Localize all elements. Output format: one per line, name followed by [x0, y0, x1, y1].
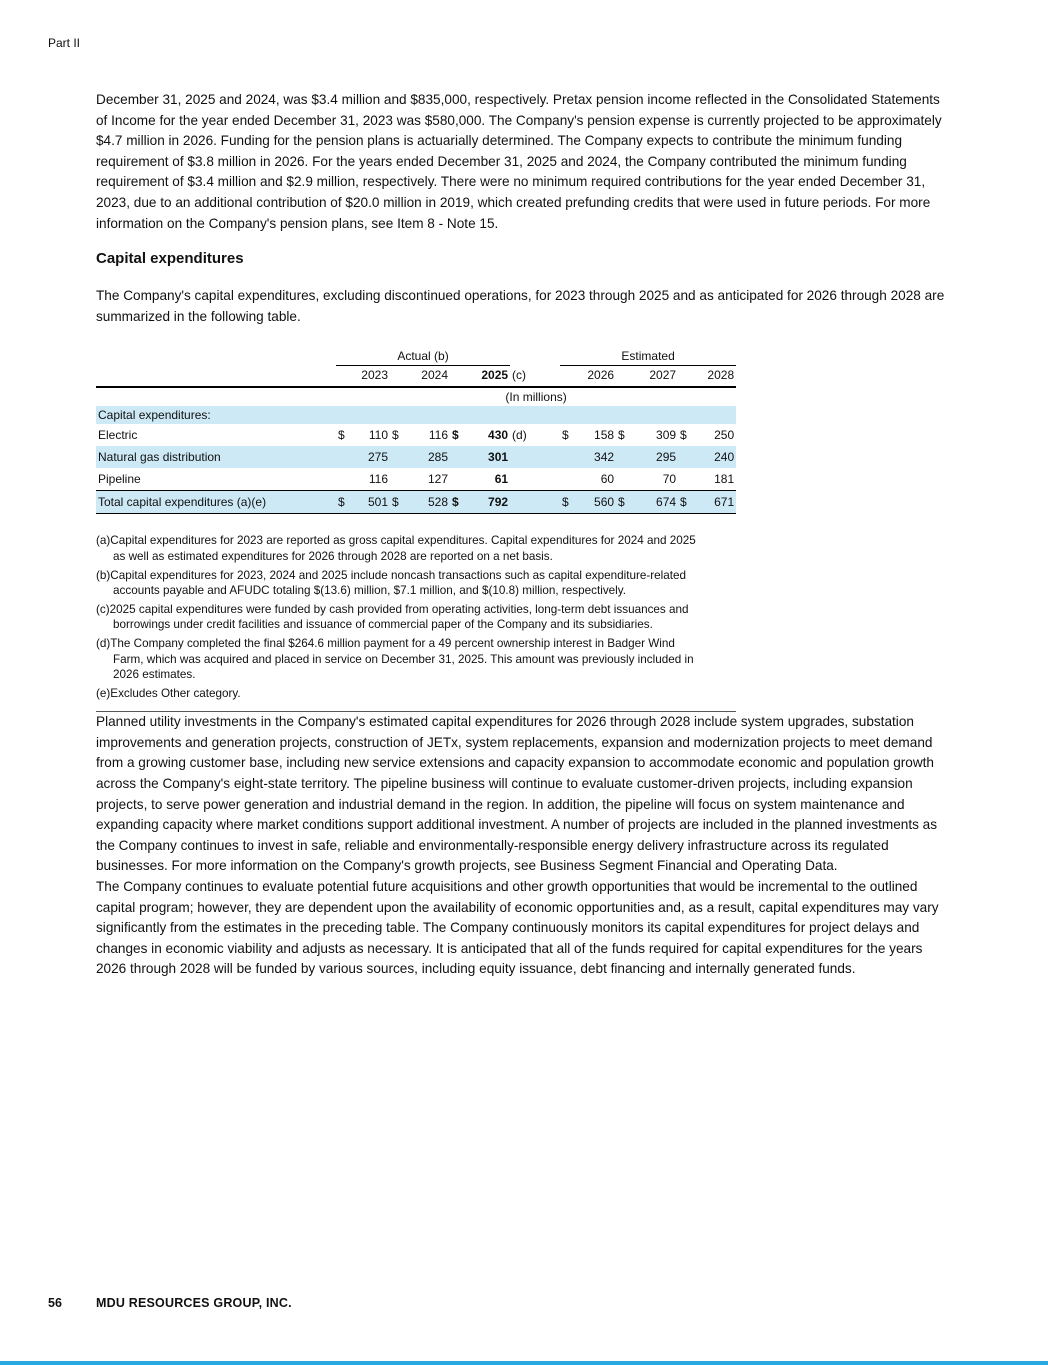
row-label: Electric: [98, 428, 138, 443]
dollar-sign: $: [616, 491, 636, 514]
dollar-sign: $: [450, 491, 470, 514]
bottom-accent-bar: [0, 1361, 1048, 1365]
value-2026: 560: [574, 491, 616, 514]
footnote-marker: (d): [96, 636, 111, 650]
footnote-d: [96, 636, 696, 683]
value-2028: 250: [714, 428, 735, 443]
footnote-b: [96, 568, 696, 599]
spacer-cell: [538, 424, 560, 446]
dollar-sign: [336, 468, 350, 491]
dollar-sign: [616, 468, 636, 491]
dollar-sign: $: [618, 428, 625, 443]
spacer-cell: [538, 468, 560, 491]
spacer-cell: [96, 347, 336, 366]
value-2023: 116: [368, 472, 388, 487]
value-2023: 501: [350, 491, 390, 514]
footnote-text: 2025 capital expenditures were funded by cash provided from operating activities, long-term debt issuances and borrowings under credit facilities and issuance of commercial paper of the Company and its subsidiaries.: [109, 602, 689, 632]
value-2028: 671: [698, 491, 736, 514]
dollar-sign: $: [336, 491, 350, 514]
part-label: Part II: [48, 36, 81, 50]
table-row-electric: [96, 424, 736, 446]
page-number: 56: [48, 1296, 62, 1310]
pension-paragraph: December 31, 2025 and 2024, was $3.4 million and $835,000, respectively. Pretax pension income reflected in the Consolidated Statements of Income for the year ended December 31, 2023 was $580,000. The Company's pension expense is currently projected to be approximately $4.7 million in 2026. Funding for the pension plans is actuarially determined. The Company expects to contribute the minimum funding requirement of $3.8 million in 2026. For the years ended December 31, 2025 and 2024, the Company contributed the minimum funding requirement of $3.4 million and $2.9 million, respectively. There were no minimum required contributions for the year ended December 31, 2023, due to an additional contribution of $20.0 million in 2019, which created prefunding credits that were used in future periods. For more information on the Company's pension plans, see Item 8 - Note 15.: [96, 92, 942, 231]
dollar-sign: $: [678, 491, 698, 514]
footnote-marker: (e): [96, 686, 111, 700]
estimated-group-header: Estimated: [560, 347, 736, 366]
company-name: MDU RESOURCES GROUP, INC.: [96, 1296, 292, 1310]
value-2026: 60: [600, 472, 615, 487]
value-2026: 158: [594, 428, 615, 443]
spacer-cell: [510, 468, 538, 491]
dollar-sign: $: [452, 428, 459, 443]
row-label: Pipeline: [98, 472, 141, 487]
spacer-cell: [538, 446, 560, 468]
spacer-cell: [538, 347, 560, 366]
year-2024-header: 2024: [390, 366, 450, 388]
footnote-c-ref: (c): [510, 366, 538, 388]
footnote-text: The Company completed the final $264.6 million payment for a 49 percent ownership interest in Badger Wind Farm, which was acquired and placed in service on December 31, 2025. This amount was previously included in 2026 estimates.: [110, 636, 694, 682]
dollar-sign: $: [390, 491, 410, 514]
year-2023-header: 2023: [336, 366, 390, 388]
value-2025: 792: [470, 491, 510, 514]
dollar-sign: [560, 468, 574, 491]
future-acquisitions-paragraph: The Company continues to evaluate potential future acquisitions and other growth opportunities that would be incremental to the outlined capital program; however, they are dependent upon the availability of economic opportunities and, as a result, capital expenditures may vary significantly from the estimates in the preceding table. The Company continuously monitors its capital expenditures for project delays and changes in economic viability and adjusts as necessary. It is anticipated that all of the funds required for capital expenditures for the years 2026 through 2028 will be funded by various sources, including equity issuance, debt financing and internally generated funds.: [96, 879, 939, 977]
value-2028: 240: [698, 446, 736, 468]
footnote-marker: (a): [96, 534, 111, 548]
footnote-text: Excludes Other category.: [110, 686, 241, 700]
year-2026-header: 2026: [560, 366, 616, 388]
spacer-cell: [96, 387, 336, 406]
dollar-sign: [678, 468, 698, 491]
footnote-d-ref: (d): [512, 428, 527, 443]
year-2027-header: 2027: [616, 366, 678, 388]
footnote-marker: (b): [96, 568, 111, 582]
footnote-marker: (c): [96, 602, 110, 616]
group-header-row: [96, 347, 736, 366]
value-2024: 528: [410, 491, 450, 514]
planned-investments-paragraph: Planned utility investments in the Company's estimated capital expenditures for 2026 through 2028 include system upgrades, substation improvements and generation projects, construction of JETx, system replacements, expansion and modernization projects to meet demand from a growing customer base, including new service extensions and capacity expansion to accommodate economic and population growth across the Company's eight-state territory. The pipeline business will continue to evaluate customer-driven projects, including expansion projects, to serve power generation and industrial demand in the region. In addition, the pipeline will focus on system maintenance and expanding capacity where market conditions support additional investment. A number of projects are included in the planned investments as the Company continues to invest in safe, reliable and environmentally-responsible energy delivery infrastructure across its regulated businesses. For more information on the Company's growth projects, see Business Segment Financial and Operating Data.: [96, 714, 938, 874]
dollar-sign: [678, 446, 698, 468]
value-2027: 70: [662, 472, 677, 487]
value-2027: 674: [636, 491, 678, 514]
footnote-c: [96, 602, 696, 633]
section-row: [96, 406, 736, 424]
dollar-sign: [616, 446, 636, 468]
value-2027: 309: [656, 428, 677, 443]
spacer-cell: [538, 491, 560, 514]
capital-expenditures-table: [96, 347, 736, 514]
spacer-cell: [510, 347, 538, 366]
value-2026: 342: [574, 446, 616, 468]
units-label: (In millions): [505, 390, 567, 405]
dollar-sign: [450, 468, 470, 491]
dollar-sign: $: [338, 428, 345, 443]
dollar-sign: [390, 446, 410, 468]
dollar-sign: [450, 446, 470, 468]
value-2024: 127: [427, 472, 448, 487]
dollar-sign: $: [560, 491, 574, 514]
value-2025: 301: [470, 446, 510, 468]
value-2027: 295: [636, 446, 678, 468]
value-2025: 430: [488, 428, 509, 443]
year-header-row: [96, 366, 736, 388]
table-row-total: [96, 491, 736, 514]
year-2025-header: 2025: [450, 366, 510, 388]
spacer-cell: [96, 366, 336, 388]
value-2028: 181: [714, 472, 735, 487]
row-label: Total capital expenditures (a)(e): [96, 491, 336, 514]
dollar-sign: $: [562, 428, 569, 443]
year-2028-header: 2028: [678, 366, 736, 388]
dollar-sign: $: [680, 428, 687, 443]
value-2025: 61: [494, 472, 509, 487]
value-2024: 285: [410, 446, 450, 468]
table-row-natural-gas: [96, 446, 736, 468]
dollar-sign: [336, 446, 350, 468]
page-content: [96, 90, 954, 980]
dollar-sign: $: [392, 428, 399, 443]
dollar-sign: [560, 446, 574, 468]
footnote-text: Capital expenditures for 2023, 2024 and 2025 include noncash transactions such as capital expenditure-related accounts payable and AFUDC totaling $(13.6) million, $7.1 million, and $(10.8) million, respectively.: [110, 568, 686, 598]
section-heading: Capital expenditures: [96, 250, 244, 268]
value-2023: 275: [350, 446, 390, 468]
footnote-e: [96, 686, 696, 702]
spacer-cell: [510, 446, 538, 468]
footnotes-list: [96, 533, 696, 701]
units-row: [96, 387, 736, 406]
footnote-text: Capital expenditures for 2023 are reported as gross capital expenditures. Capital expenditures for 2024 and 2025 as well as estimated expenditures for 2026 through 2028 are reported on a net basis.: [110, 534, 696, 563]
section-label: Capital expenditures:: [96, 406, 736, 424]
dollar-sign: [390, 468, 410, 491]
table-row-pipeline: [96, 468, 736, 491]
value-2023: 110: [368, 428, 388, 443]
footnote-a: [96, 533, 696, 564]
table-intro-paragraph: The Company's capital expenditures, excluding discontinued operations, for 2023 through 2025 and as anticipated for 2026 through 2028 are summarized in the following table.: [96, 288, 945, 324]
spacer-cell: [538, 366, 560, 388]
value-2024: 116: [428, 428, 448, 443]
row-label: Natural gas distribution: [96, 446, 336, 468]
spacer-cell: [510, 491, 538, 514]
actual-group-header: Actual (b): [336, 347, 510, 366]
